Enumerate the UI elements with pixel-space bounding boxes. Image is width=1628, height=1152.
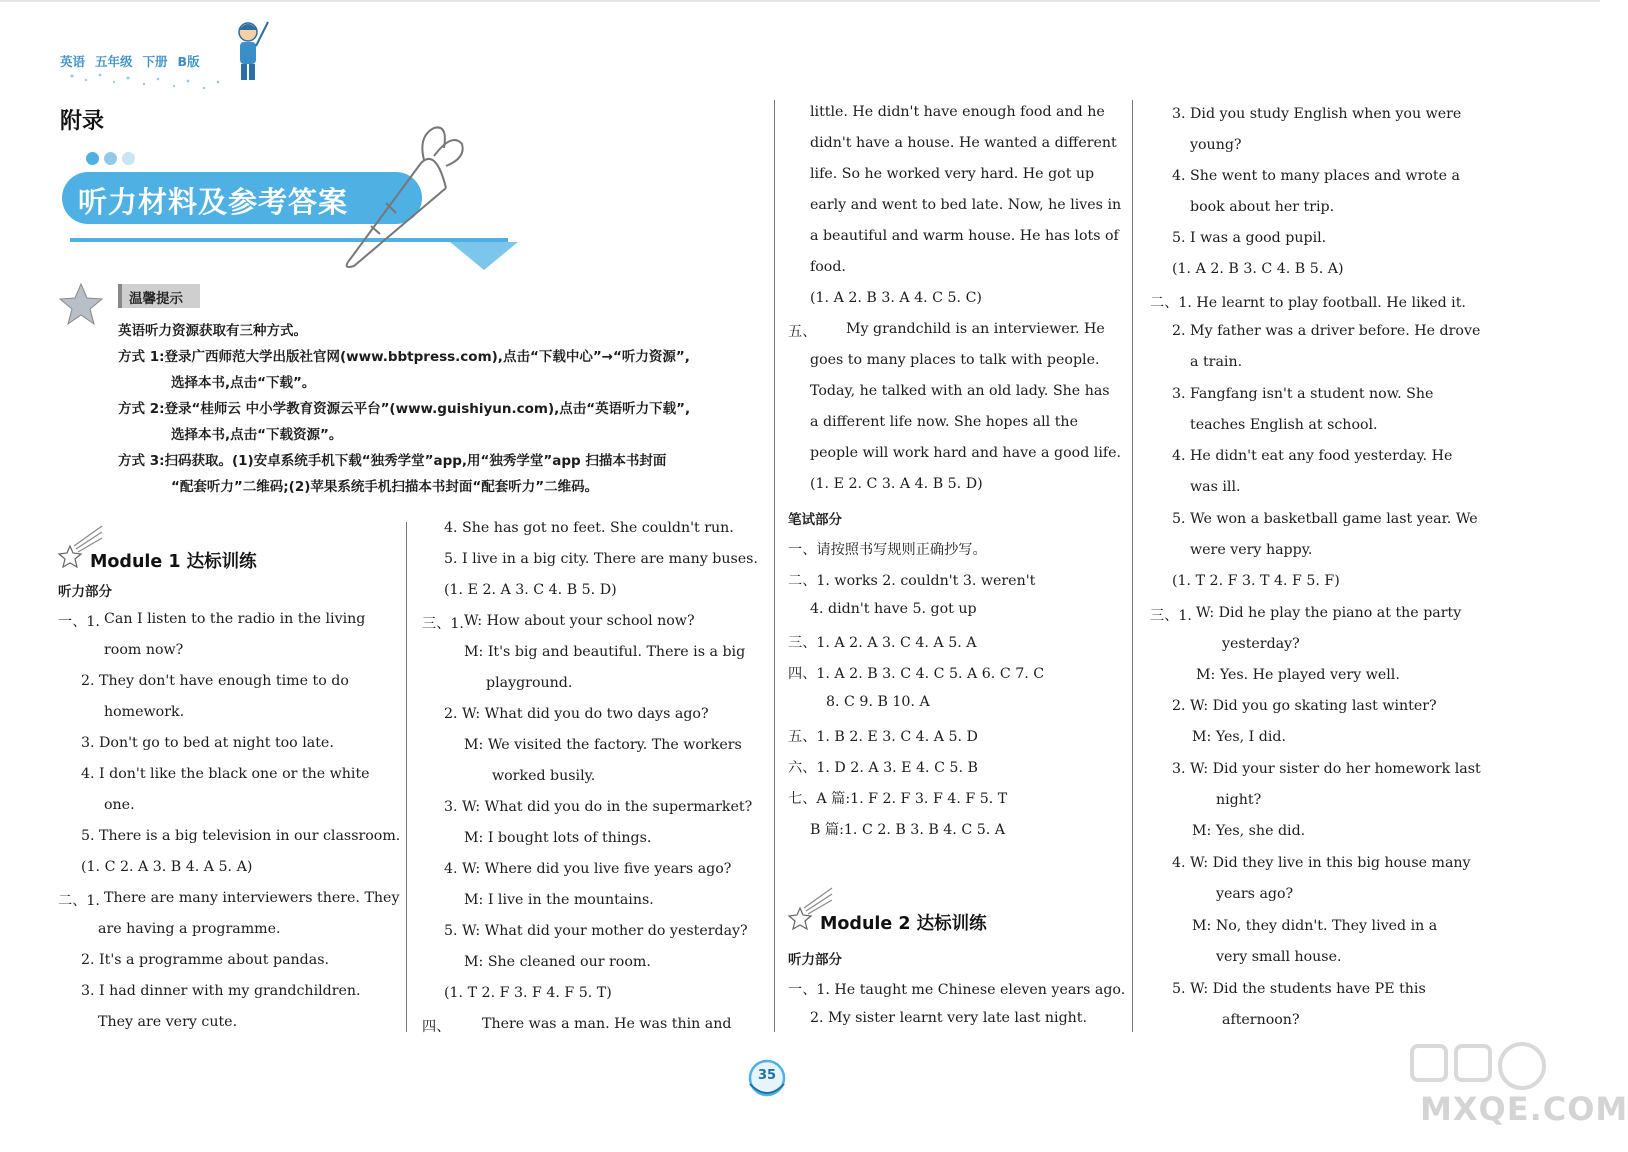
text-line: 2. It's a programme about pandas. <box>81 952 329 968</box>
text-line: Can I listen to the radio in the living <box>104 611 366 627</box>
module-2-title: Module 2 达标训练 <box>820 914 987 934</box>
text-line: 4. She went to many places and wrote a <box>1172 168 1460 184</box>
answer-line: 六、1. D 2. A 3. E 4. C 5. B <box>788 760 978 776</box>
text-line: little. He didn't have enough food and he <box>810 104 1105 120</box>
text-line: 5. There is a big television in our classroom. <box>81 828 401 844</box>
page-number: 35 <box>757 1068 777 1083</box>
text-line: goes to many places to talk with people. <box>810 352 1100 368</box>
text-line: 4. He didn't eat any food yesterday. He <box>1172 448 1453 464</box>
header-grade: 五年级 <box>95 54 133 69</box>
text-line: 3. Don't go to bed at night too late. <box>81 735 334 751</box>
answer-line: B 篇:1. C 2. B 3. B 4. C 5. A <box>810 822 1005 838</box>
text-line: 2. My father was a driver before. He drove <box>1172 323 1481 339</box>
text-line: are having a programme. <box>98 921 281 937</box>
text-line: 2. My sister learnt very late last night. <box>810 1010 1088 1026</box>
text-line: They are very cute. <box>98 1014 238 1030</box>
text-line: life. So he worked very hard. He got up <box>810 166 1095 182</box>
tips-line: 英语听力资源获取有三种方式。 <box>118 323 307 339</box>
text-line: M: I bought lots of things. <box>464 830 652 846</box>
text-line: room now? <box>104 642 184 658</box>
section-heading: 听力部分 <box>788 952 842 968</box>
question-number: 一、1. <box>58 614 100 630</box>
answer-line: (1. A 2. B 3. A 4. C 5. C) <box>810 290 982 306</box>
question-number: 三、1. <box>422 616 464 632</box>
text-line: 3. Did you study English when you were <box>1172 106 1462 122</box>
text-line: early and went to bed late. Now, he lives in <box>810 197 1122 213</box>
text-line: one. <box>104 797 135 813</box>
tips-line: 方式 2:登录“桂师云 中小学教育资源云平台”(www.guishiyun.com),点击“英语听力下载”, <box>118 401 691 417</box>
header-subject: 英语 <box>60 54 86 69</box>
answer-line: 四、1. A 2. B 3. C 4. C 5. A 6. C 7. C <box>788 666 1045 682</box>
star-icon <box>58 282 104 326</box>
answer-line: (1. T 2. F 3. F 4. F 5. T) <box>444 985 612 1001</box>
banner-dots <box>86 150 140 169</box>
section-heading: 听力部分 <box>58 584 112 600</box>
text-line: yesterday? <box>1222 636 1300 652</box>
text-line: M: Yes, I did. <box>1192 729 1286 745</box>
text-line: young? <box>1190 137 1242 153</box>
answer-line: (1. T 2. F 3. T 4. F 5. F) <box>1172 573 1340 589</box>
text-line: M: Yes. He played very well. <box>1196 667 1400 683</box>
tips-line: “配套听力”二维码;(2)苹果系统手机扫描本书封面“配套听力”二维码。 <box>171 479 599 495</box>
answer-line: (1. E 2. C 3. A 4. B 5. D) <box>810 476 983 492</box>
text-line: 2. W: Did you go skating last winter? <box>1172 698 1437 714</box>
section-heading: 笔试部分 <box>788 512 842 528</box>
answer-line: 二、1. works 2. couldn't 3. weren't <box>788 573 1036 589</box>
text-line: 二、1. He learnt to play football. He liked it. <box>1150 295 1466 311</box>
text-line: 一、请按照书写规则正确抄写。 <box>788 542 987 558</box>
tips-label: 温馨提示 <box>118 284 200 308</box>
text-line: food. <box>810 259 846 275</box>
text-line: M: It's big and beautiful. There is a big <box>464 644 746 660</box>
top-rule <box>0 0 1600 2</box>
text-line: very small house. <box>1216 949 1342 965</box>
column-divider <box>406 522 407 1032</box>
text-line: M: We visited the factory. The workers <box>464 737 742 753</box>
answer-line: (1. C 2. A 3. B 4. A 5. A) <box>81 859 253 875</box>
answer-line: 8. C 9. B 10. A <box>826 694 930 710</box>
watermark-text: MXQE.COM <box>1420 1090 1628 1128</box>
tips-box <box>118 318 778 500</box>
carrot-pencil-icon <box>326 118 476 278</box>
text-line: homework. <box>104 704 185 720</box>
text-line: 4. W: Where did you live five years ago? <box>444 861 732 877</box>
text-line: years ago? <box>1216 886 1294 902</box>
text-line: people will work hard and have a good life. <box>810 445 1122 461</box>
answer-line: 七、A 篇:1. F 2. F 3. F 4. F 5. T <box>788 791 1008 807</box>
text-line: was ill. <box>1190 479 1241 495</box>
text-line: 5. W: What did your mother do yesterday? <box>444 923 748 939</box>
text-line: 3. I had dinner with my grandchildren. <box>81 983 361 999</box>
text-line: W: Did he play the piano at the party <box>1196 605 1462 621</box>
text-line: were very happy. <box>1190 542 1313 558</box>
text-line: 3. W: Did your sister do her homework last <box>1172 761 1481 777</box>
book-header-tag <box>60 52 210 70</box>
text-line: W: How about your school now? <box>464 613 695 629</box>
text-line: didn't have a house. He wanted a different <box>810 135 1117 151</box>
text-line: 3. W: What did you do in the supermarket? <box>444 799 753 815</box>
answer-line: 三、1. A 2. A 3. C 4. A 5. A <box>788 635 977 651</box>
column-divider <box>774 100 775 1032</box>
answer-line: 五、1. B 2. E 3. C 4. A 5. D <box>788 729 978 745</box>
tips-line: 选择本书,点击“下载”。 <box>171 375 316 391</box>
text-line: a train. <box>1190 354 1243 370</box>
text-line: playground. <box>486 675 573 691</box>
text-line: 5. We won a basketball game last year. We <box>1172 511 1478 527</box>
question-number: 二、1. <box>58 893 100 909</box>
header-sparkle-decoration <box>62 70 232 96</box>
header-term: 下册 <box>142 54 168 69</box>
text-line: M: I live in the mountains. <box>464 892 654 908</box>
question-number: 五、 <box>788 324 817 340</box>
text-line: a beautiful and warm house. He has lots of <box>810 228 1119 244</box>
boy-mascot-icon <box>228 18 272 84</box>
text-line: My grandchild is an interviewer. He <box>846 321 1105 337</box>
answer-line: (1. A 2. B 3. C 4. B 5. A) <box>1172 261 1344 277</box>
text-line: 5. I live in a big city. There are many buses. <box>444 551 758 567</box>
column-divider <box>1132 100 1133 1032</box>
text-line: 5. W: Did the students have PE this <box>1172 981 1426 997</box>
text-line: a different life now. She hopes all the <box>810 414 1078 430</box>
text-line: 3. Fangfang isn't a student now. She <box>1172 386 1434 402</box>
text-line: Today, he talked with an old lady. She has <box>810 383 1110 399</box>
banner-title: 听力材料及参考答案 <box>78 185 349 219</box>
text-line: M: She cleaned our room. <box>464 954 651 970</box>
text-line: 4. I don't like the black one or the white <box>81 766 370 782</box>
question-number: 四、 <box>422 1019 451 1035</box>
text-line: teaches English at school. <box>1190 417 1378 433</box>
tips-line: 方式 1:登录广西师范大学出版社官网(www.bbtpress.com),点击“下载中心”→“听力资源”, <box>118 349 690 365</box>
answer-line: (1. E 2. A 3. C 4. B 5. D) <box>444 582 617 598</box>
answer-line: 4. didn't have 5. got up <box>810 601 977 617</box>
tips-line: 选择本书,点击“下载资源”。 <box>171 427 343 443</box>
module-1-title: Module 1 达标训练 <box>90 552 257 572</box>
text-line: 4. She has got no feet. She couldn't run. <box>444 520 734 536</box>
text-line: book about her trip. <box>1190 199 1335 215</box>
text-line: 2. W: What did you do two days ago? <box>444 706 709 722</box>
text-line: 4. W: Did they live in this big house many <box>1172 855 1471 871</box>
appendix-title: 附录 <box>60 109 105 134</box>
text-line: afternoon? <box>1222 1012 1300 1028</box>
text-line: 2. They don't have enough time to do <box>81 673 349 689</box>
text-line: There are many interviewers there. They <box>104 890 400 906</box>
text-line: 5. I was a good pupil. <box>1172 230 1327 246</box>
tips-line: 方式 3:扫码获取。(1)安卓系统手机下载“独秀学堂”app,用“独秀学堂”app 扫描本书封面 <box>118 453 667 469</box>
text-line: worked busily. <box>492 768 596 784</box>
question-number: 三、1. <box>1150 608 1192 624</box>
text-line: M: No, they didn't. They lived in a <box>1192 918 1438 934</box>
text-line: M: Yes, she did. <box>1192 823 1306 839</box>
header-edition: B版 <box>177 54 200 69</box>
text-line: There was a man. He was thin and <box>482 1016 732 1032</box>
text-line: night? <box>1216 792 1262 808</box>
text-line: 一、1. He taught me Chinese eleven years ago. <box>788 982 1126 998</box>
